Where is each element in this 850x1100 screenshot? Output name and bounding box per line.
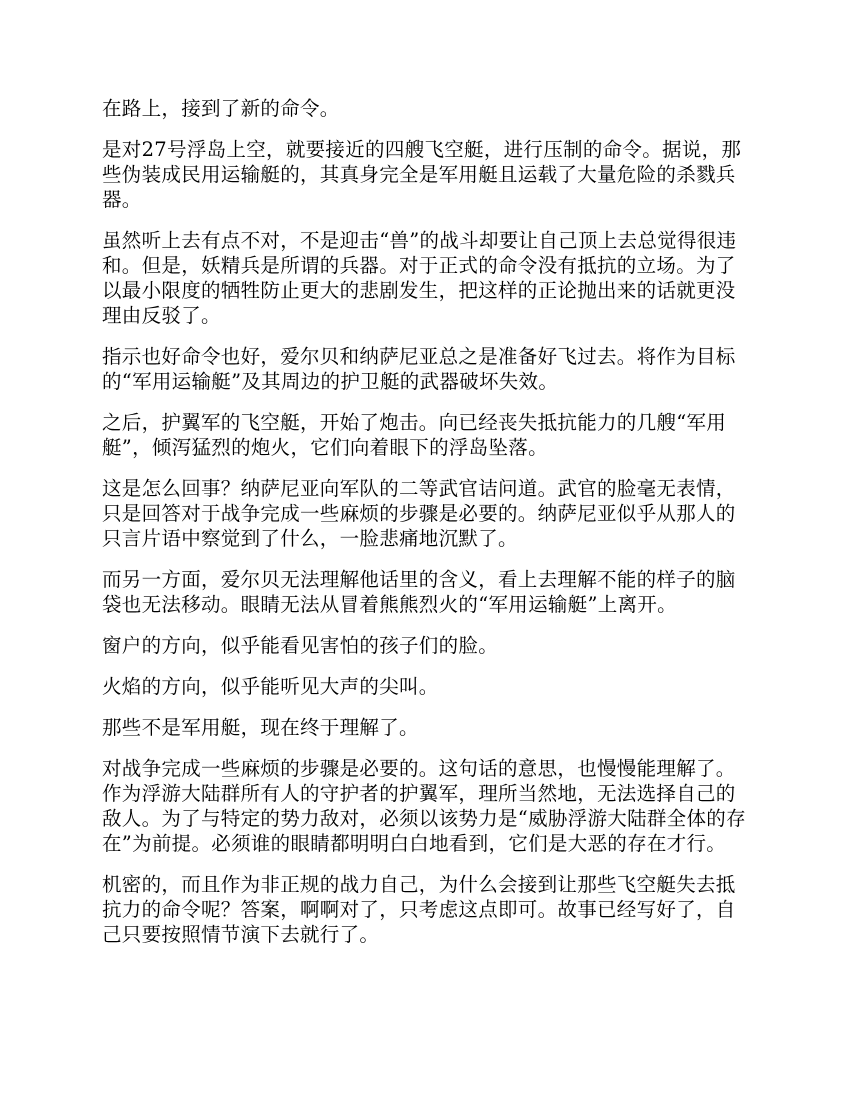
paragraph-5: 之后，护翼军的飞空艇，开始了炮击。向已经丧失抵抗能力的几艘“军用艇”，倾泻猛烈的炮火，它们向着眼下的浮岛坠落。 xyxy=(102,411,727,459)
paragraph-12: 机密的，而且作为非正规的战力自己，为什么会接到让那些飞空艇失去抵抗力的命令呢？答案，啊啊对了，只考虑这点即可。故事已经写好了，自己只要按照情节演下去就行了。 xyxy=(102,873,736,946)
paragraph-10: 那些不是军用艇，现在终于理解了。 xyxy=(102,716,419,739)
paragraph-6: 这是怎么回事？纳萨尼亚向军队的二等武官诘问道。武官的脸毫无表情，只是回答对于战争完成一些麻烦的步骤是必要的。纳萨尼亚似乎从那人的只言片语中察觉到了什么，一脸悲痛地沉默了。 xyxy=(102,477,736,550)
paragraph-7: 而另一方面，爱尔贝无法理解他话里的含义，看上去理解不能的样子的脑袋也无法移动。眼睛无法从冒着熊熊烈火的“军用运输艇”上离开。 xyxy=(102,568,736,616)
document-body xyxy=(102,96,750,963)
paragraph-11: 对战争完成一些麻烦的步骤是必要的。这句话的意思，也慢慢能理解了。作为浮游大陆群所有人的守护者的护翼军，理所当然地，无法选择自己的敌人。为了与特定的势力敌对，必须以该势力是“威胁浮游大陆群全体的存在”为前提。必须谁的眼睛都明明白白地看到，它们是大恶的存在才行。 xyxy=(102,757,746,855)
paragraph-4: 指示也好命令也好，爱尔贝和纳萨尼亚总之是准备好飞过去。将作为目标的“军用运输艇”及其周边的护卫艇的武器破坏失效。 xyxy=(102,345,736,393)
paragraph-8: 窗户的方向，似乎能看见害怕的孩子们的脸。 xyxy=(102,634,499,657)
paragraph-9: 火焰的方向，似乎能听见大声的尖叫。 xyxy=(102,675,439,698)
paragraph-2: 是对27号浮岛上空，就要接近的四艘飞空艇，进行压制的命令。据说，那些伪装成民用运输艇的，其真身完全是军用艇且运载了大量危险的杀戮兵器。 xyxy=(102,138,742,211)
paragraph-1: 在路上，接到了新的命令。 xyxy=(102,97,340,120)
paragraph-3: 虽然听上去有点不对，不是迎击“兽”的战斗却要让自己顶上去总觉得很违和。但是，妖精兵是所谓的兵器。对于正式的命令没有抵抗的立场。为了以最小限度的牺牲防止更大的悲剧发生，把这样的正论抛出来的话就更没理由反驳了。 xyxy=(102,229,737,327)
